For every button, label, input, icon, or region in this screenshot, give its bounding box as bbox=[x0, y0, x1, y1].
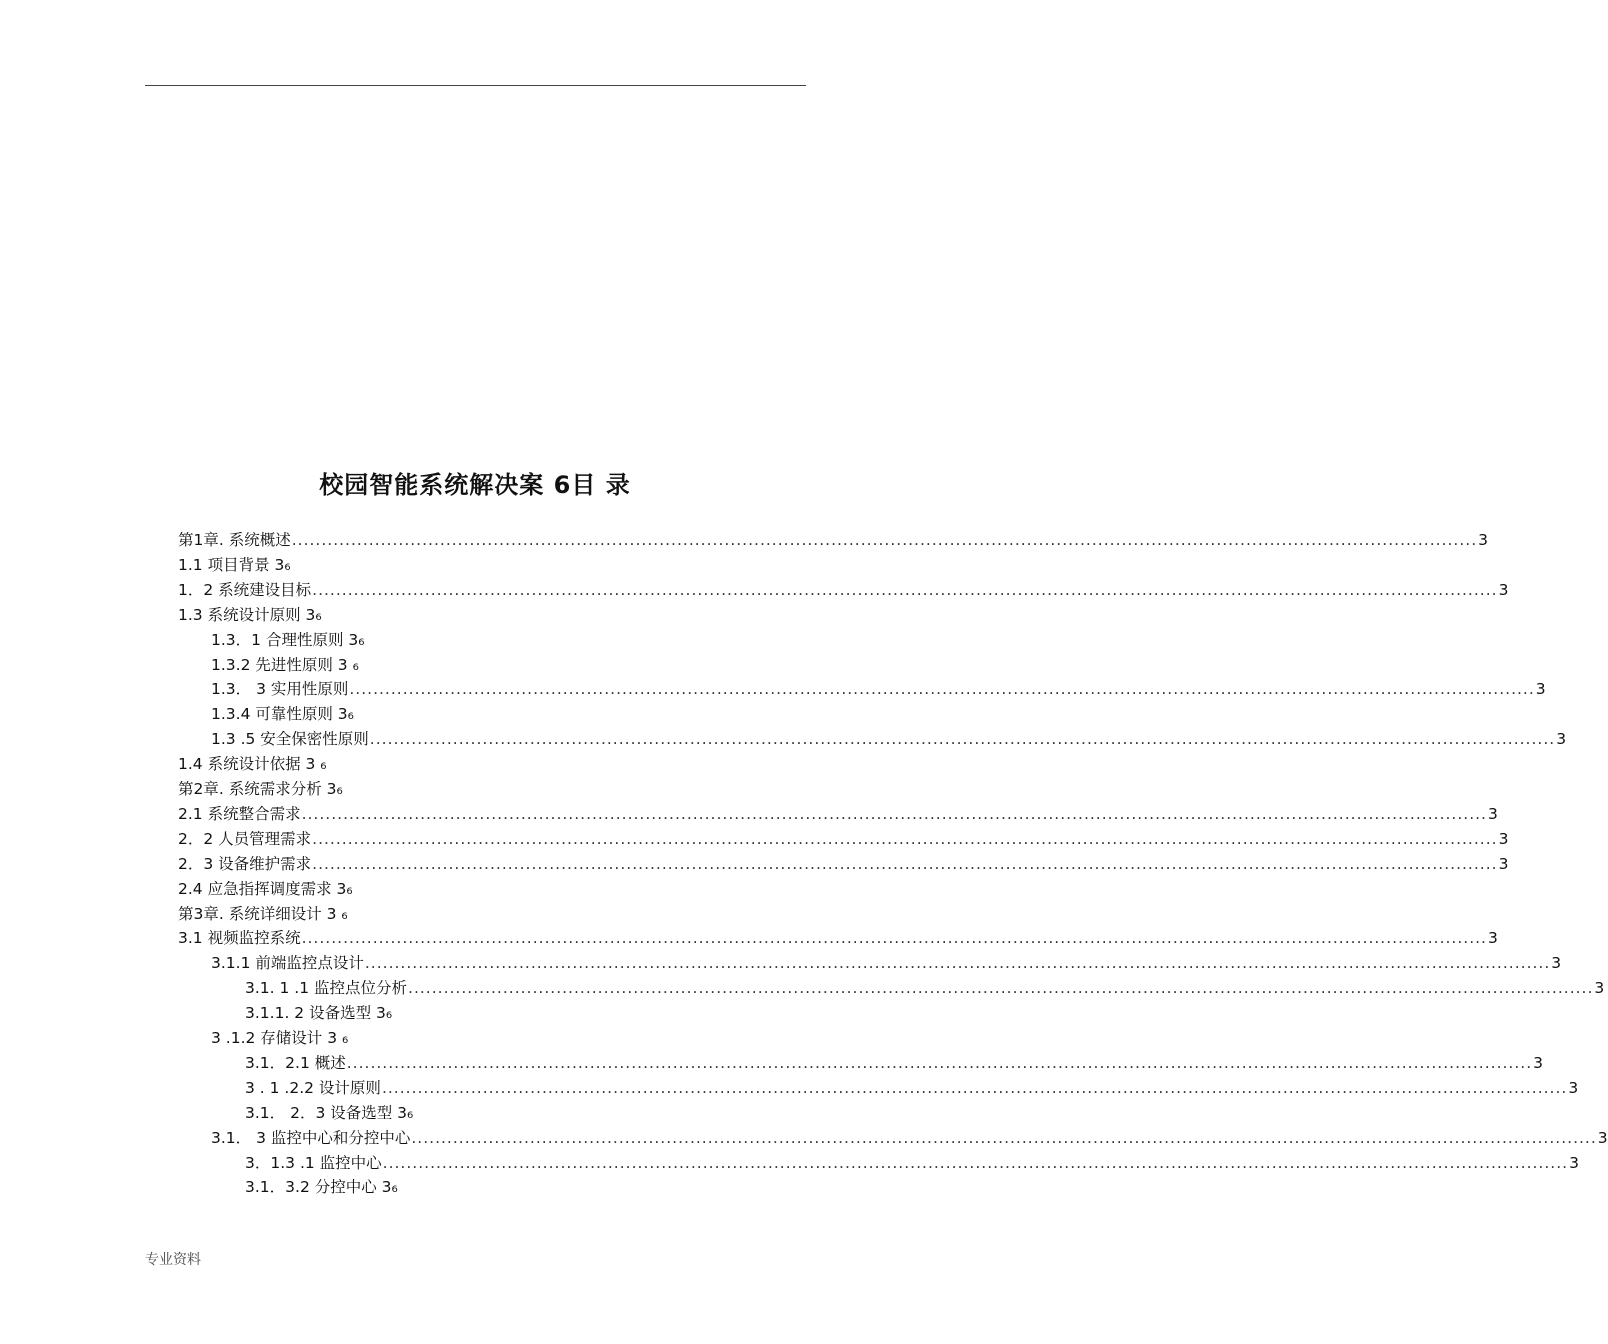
toc-dot-leader: ........................................................................................................................................................................................................ bbox=[312, 854, 1498, 873]
toc-entry[interactable] bbox=[178, 926, 1498, 950]
toc-entry-title: 3.1．2.1 概述 bbox=[245, 1053, 346, 1072]
toc-entry-title: 1.3 系统设计原则 3₆ bbox=[178, 605, 322, 624]
toc-entry-title: 3.1.1. 2 设备选型 3₆ bbox=[245, 1004, 393, 1023]
toc-page-number: 3 bbox=[1535, 680, 1546, 699]
toc-dot-leader: ........................................................................................................................................................................................................ bbox=[301, 929, 1487, 948]
toc-entry-title: 3.1．3.2 分控中心 3₆ bbox=[245, 1178, 398, 1197]
toc-dot-leader: ........................................................................................................................................................................................................ bbox=[291, 531, 1478, 549]
document-title: 校园智能系统解决案 6目 录 bbox=[319, 471, 631, 499]
toc-entry[interactable] bbox=[178, 677, 1546, 701]
toc-dot-leader: ........................................................................................................................................................................................................ bbox=[312, 580, 1498, 599]
toc-entry-title: 1.1 项目背景 3₆ bbox=[178, 555, 291, 574]
toc-dot-leader: ........................................................................................................................................................................................................ bbox=[312, 829, 1498, 848]
toc-page-number: 3 bbox=[1597, 1128, 1608, 1147]
toc-entry-title: 2．3 设备维护需求 bbox=[178, 854, 312, 873]
toc-entry[interactable] bbox=[178, 951, 1562, 975]
toc-entry[interactable] bbox=[178, 1126, 1608, 1150]
toc-dot-leader: ........................................................................................................................................................................................................ bbox=[369, 730, 1556, 749]
toc-entry[interactable] bbox=[178, 1001, 806, 1025]
toc-entry[interactable] bbox=[178, 553, 806, 577]
toc-entry-title: 2．2 人员管理需求 bbox=[178, 829, 312, 848]
page-footer: 专业资料 bbox=[145, 1252, 201, 1268]
toc-dot-leader: ........................................................................................................................................................................................................ bbox=[411, 1128, 1597, 1147]
toc-page-number: 3 bbox=[1568, 1078, 1579, 1097]
toc-page-number: 3 bbox=[1498, 854, 1509, 873]
toc-page-number: 3 bbox=[1556, 730, 1567, 749]
toc-page-number: 3 bbox=[1594, 979, 1605, 998]
toc-entry-title: 1.3 .5 安全保密性原则 bbox=[211, 730, 369, 749]
toc-entry-title: 第3章. 系统详细设计 3 ₆ bbox=[178, 904, 348, 923]
toc-entry-title: 3.1. 1 .1 监控点位分析 bbox=[245, 979, 408, 998]
toc-dot-leader: ........................................................................................................................................................................................................ bbox=[408, 979, 1594, 998]
toc-entry[interactable] bbox=[178, 777, 806, 801]
toc-page-number: 3 bbox=[1498, 580, 1509, 599]
toc-entry[interactable] bbox=[178, 1101, 806, 1125]
toc-page-number: 3 bbox=[1487, 804, 1498, 823]
toc-entry[interactable] bbox=[178, 578, 1509, 602]
toc-entry[interactable] bbox=[178, 827, 1509, 851]
toc-entry-title: 3．1.3 .1 监控中心 bbox=[245, 1153, 382, 1172]
toc-entry[interactable] bbox=[178, 528, 1488, 552]
header-rule bbox=[145, 85, 806, 86]
toc-entry[interactable] bbox=[178, 702, 806, 726]
toc-page-number: 3 bbox=[1478, 531, 1488, 549]
toc-entry-title: 3.1． 3 监控中心和分控中心 bbox=[211, 1128, 411, 1147]
toc-entry-title: 第1章. 系统概述 bbox=[178, 531, 291, 549]
toc-entry-title: 2.4 应急指挥调度需求 3₆ bbox=[178, 879, 353, 898]
toc-entry[interactable] bbox=[178, 653, 806, 677]
toc-entry-title: 2.1 系统整合需求 bbox=[178, 804, 301, 823]
toc-entry-title: 1.3.4 可靠性原则 3₆ bbox=[211, 705, 354, 724]
toc-entry[interactable] bbox=[178, 1175, 806, 1199]
toc-page-number: 3 bbox=[1498, 829, 1509, 848]
toc-dot-leader: ........................................................................................................................................................................................................ bbox=[382, 1153, 1569, 1172]
toc-entry-title: 1.3．1 合理性原则 3₆ bbox=[211, 630, 365, 649]
toc-entry-title: 1.3． 3 实用性原则 bbox=[211, 680, 349, 699]
toc-entry-title: 3 . 1 .2.2 设计原则 bbox=[245, 1078, 381, 1097]
toc-dot-leader: ........................................................................................................................................................................................................ bbox=[346, 1053, 1533, 1072]
toc-entry[interactable] bbox=[178, 1026, 806, 1050]
toc-entry-title: 3.1.1 前端监控点设计 bbox=[211, 954, 364, 973]
toc-entry[interactable] bbox=[178, 1151, 1579, 1175]
toc-page-number: 3 bbox=[1569, 1153, 1579, 1172]
toc-dot-leader: ........................................................................................................................................................................................................ bbox=[364, 954, 1551, 973]
toc-entry[interactable] bbox=[178, 976, 1605, 1000]
toc-entry-title: 1.3.2 先进性原则 3 ₆ bbox=[211, 655, 359, 674]
toc-entry[interactable] bbox=[178, 628, 806, 652]
toc-entry-title: 3.1． 2．3 设备选型 3₆ bbox=[245, 1103, 414, 1122]
toc-dot-leader: ........................................................................................................................................................................................................ bbox=[381, 1078, 1568, 1097]
toc-entry[interactable] bbox=[178, 877, 806, 901]
toc-entry[interactable] bbox=[178, 1051, 1544, 1075]
toc-page-number: 3 bbox=[1551, 954, 1562, 973]
toc-entry-title: 第2章. 系统需求分析 3₆ bbox=[178, 780, 343, 798]
toc-dot-leader: ........................................................................................................................................................................................................ bbox=[349, 680, 1535, 699]
toc-page-number: 3 bbox=[1487, 929, 1498, 948]
toc-entry[interactable] bbox=[178, 1076, 1579, 1100]
toc-entry[interactable] bbox=[178, 727, 1567, 751]
toc-entry[interactable] bbox=[178, 752, 806, 776]
toc-entry[interactable] bbox=[178, 802, 1498, 826]
toc-page-number: 3 bbox=[1533, 1053, 1544, 1072]
toc-entry-title: 3.1 视频监控系统 bbox=[178, 929, 301, 948]
toc-entry[interactable] bbox=[178, 603, 806, 627]
toc-dot-leader: ........................................................................................................................................................................................................ bbox=[301, 804, 1487, 823]
toc-entry-title: 3 .1.2 存储设计 3 ₆ bbox=[211, 1029, 349, 1047]
toc-entry[interactable] bbox=[178, 852, 1509, 876]
toc-entry-title: 1.4 系统设计依据 3 ₆ bbox=[178, 755, 327, 774]
toc-entry[interactable] bbox=[178, 902, 806, 926]
toc-entry-title: 1．2 系统建设目标 bbox=[178, 580, 312, 599]
